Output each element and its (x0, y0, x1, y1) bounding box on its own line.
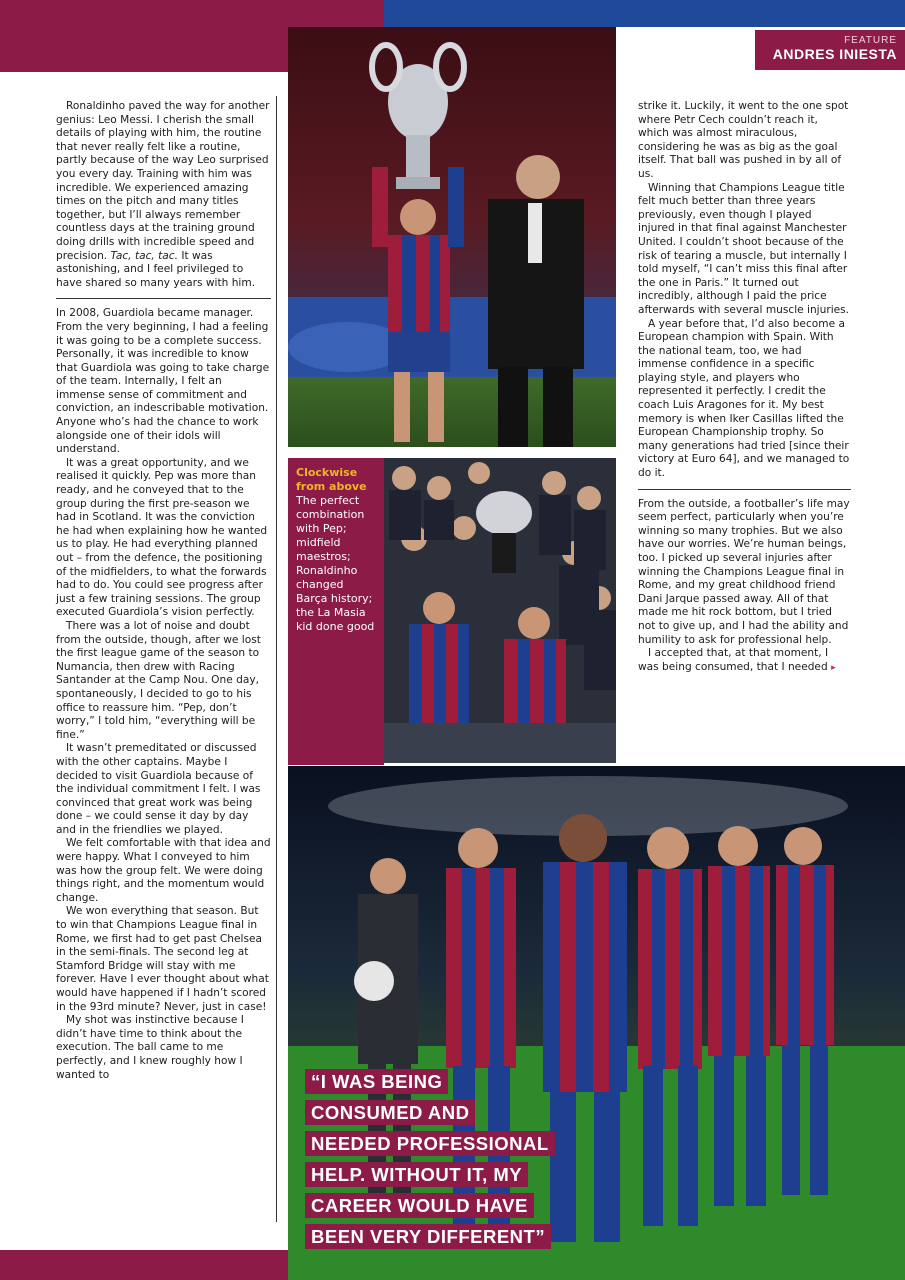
section-divider (56, 298, 271, 299)
bottom-bar-red (0, 1250, 290, 1280)
photo-cup-celebration-image (384, 458, 616, 763)
photo-caption (288, 458, 384, 765)
photo-cup-celebration (384, 458, 616, 763)
paragraph: It was a great opportunity, and we realised it quickly. Pep was more than ready, and he conveyed that to the group during the first pre-season we had in Scotland. It was the conviction he had when explaining how he wanted us to play. He had everything planned out – from the defence, the positioning of the midfielders, to what the forwards had to do. You could see progress after just a few training sessions. The group executed Guardiola’s vision perfectly. (56, 456, 268, 619)
paragraph: I accepted that, at that moment, I was being consumed, that I needed ▸ (638, 647, 836, 673)
paragraph: It wasn’t premeditated or discussed with the other captains. Maybe I decided to visit Guardiola because of the individual commitment I felt. I was convinced that great work was being done – we could sense it day by day and in the friendlies we played. (56, 742, 261, 836)
section-divider (638, 489, 851, 490)
paragraph: Winning that Champions League title felt much better than three years previously, even though I played injured in that final against Manchester United. I couldn’t shoot because of the risk of tearing a muscle, but internally I told myself, “I can’t miss this final after the one in Paris.” It turned out incredibly, although I paid the price afterwards with several muscle injuries. (638, 181, 850, 316)
continue-arrow-icon: ▸ (831, 662, 836, 673)
paragraph: Ronaldinho paved the way for another genius: Leo Messi. I cherish the small details of playing with him, the routine that never really felt like a routine, partly because of the way Leo surprised you every day. Training with him was incredible. We experienced amazing times on the pitch and many titles together, but I’ll always remember countless days at the training ground doing drills with incredible speed and precision. Tac, tac, tac. It was astonishing, and I feel privileged to have shared so many years with him. (56, 100, 270, 289)
header-title: ANDRES INIESTA (772, 46, 897, 62)
photo-trophy-with-pep (288, 27, 616, 447)
paragraph: In 2008, Guardiola became manager. From the very beginning, I had a feeling it was going to be a complete success. Personally, it was incredible to know that Guardiola was going to take charge of the team. Internally, I felt an immense sense of commitment and conviction, an indescribable motivation. Anyone who’s had the chance to work alongside one of their idols will understand. (56, 307, 270, 456)
section-header (755, 30, 905, 70)
photo-trophy-with-pep-image (288, 27, 616, 447)
paragraph: strike it. Luckily, it went to the one spot where Petr Cech couldn’t reach it, which was almost miraculous, considering he was as big as the goal itself. That ball was pushed in by all of us. (638, 100, 849, 180)
pull-quote (305, 1066, 555, 1252)
caption-body: The perfect combination with Pep; midfield maestros; Ronaldinho changed Barça history; the La Masia kid done good (296, 494, 375, 633)
text-column-right (638, 100, 851, 675)
paragraph: We won everything that season. But to win that Champions League final in Rome, we first had to get past Chelsea in the semi-finals. The second leg at Stamford Bridge will stay with me forever. Have I ever thought about what would have happened if I hadn’t scored in the 93rd minute? Never, just in case! (56, 905, 269, 1013)
top-bar-blue (384, 0, 905, 27)
paragraph: We felt comfortable with that idea and were happy. What I conveyed to him was how the group felt. We were doing things right, and the momentum would change. (56, 837, 271, 904)
column-divider (276, 96, 277, 1222)
text-column-left (56, 100, 271, 1082)
paragraph: There was a lot of noise and doubt from the outside, though, after we lost the first league game of the season to Numancia, then drew with Racing Santander at the Camp Nou. One day, spontaneously, I decided to go to his office to reassure him. “Pep, don’t worry,” I told him, “everything will be fine.” (56, 619, 261, 741)
header-kicker: FEATURE (844, 35, 897, 46)
caption-lead: Clockwise from above (296, 466, 367, 493)
paragraph: A year before that, I’d also become a European champion with Spain. With the national team, too, we had immense confidence in a specific playing style, and players who represented it perfectly. I credit the coach Luis Aragones for it. My best memory is when Iker Casillas lifted the European Championship trophy. So many generations had tried [since their victory at Euro 64], and we managed to do it. (638, 317, 850, 480)
paragraph: From the outside, a footballer’s life may seem perfect, particularly when you’re winning so many trophies. But we also have our worries. We’re human beings, too. I picked up several injuries after winning the Champions League final in Rome, and my great childhood friend Dani Jarque passed away. All of that made me hit rock bottom, but I tried not to give up, and I had the ability and humility to ask for professional help. (638, 497, 850, 646)
pull-quote-text: “I WAS BEING CONSUMED AND NEEDED PROFESSIONAL HELP. WITHOUT IT, MY CAREER WOULD HAVE BEEN VERY DIFFERENT” (305, 1069, 555, 1249)
paragraph: My shot was instinctive because I didn’t have time to think about the execution. The ball came to me perfectly, and I knew roughly how I wanted to (56, 1014, 244, 1081)
